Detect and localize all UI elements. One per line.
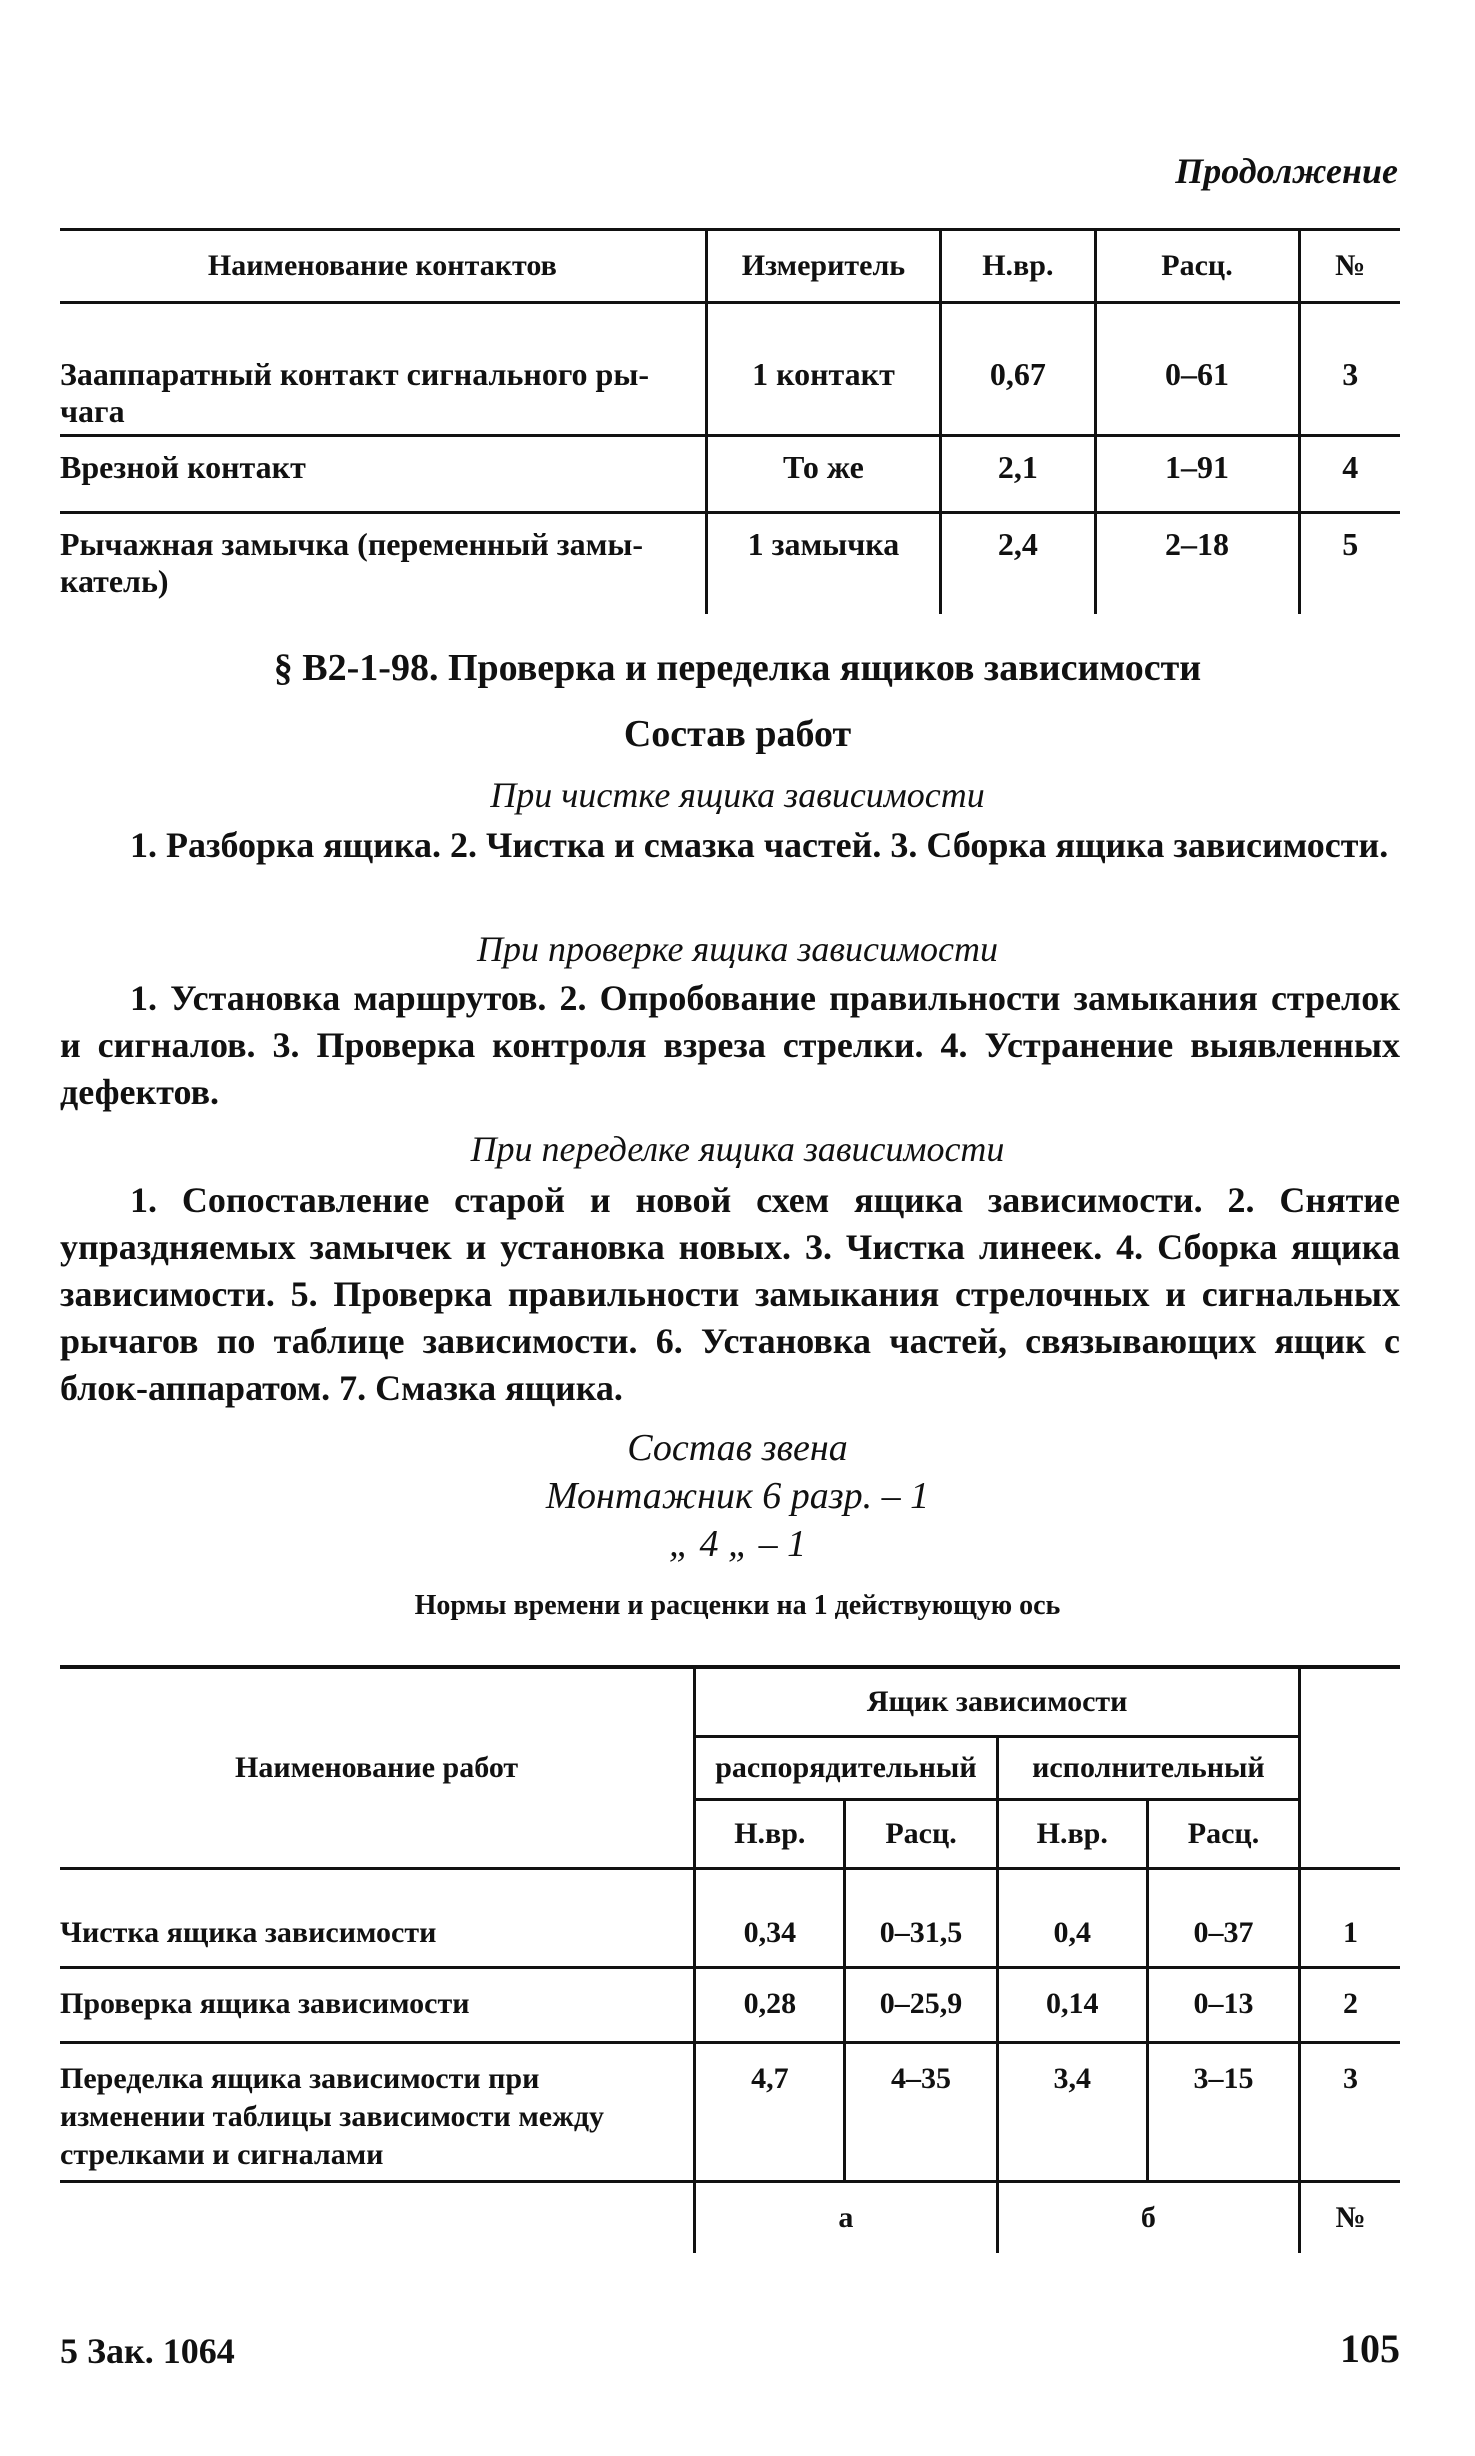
row-rate: 2–18 (1095, 513, 1299, 615)
column-header: Расц. (1147, 1800, 1299, 1869)
table-row (60, 1869, 1400, 1968)
row-a-rate: 0–31,5 (845, 1869, 997, 1968)
row-unit: 1 замычка (706, 513, 940, 615)
row-name: Рычажная замычка (переменный замыкатель) (60, 513, 706, 615)
row-rate: 1–91 (1095, 436, 1299, 513)
row-number: 4 (1299, 436, 1400, 513)
table-header-row (60, 230, 1400, 303)
column-header: Расц. (1095, 230, 1299, 303)
row-name: Зааппаратный контакт сигнального рычага (60, 356, 649, 429)
table-header-row (60, 1667, 1400, 1737)
row-unit: То же (706, 436, 940, 513)
subheading-checking: При проверке ящика зависимости (477, 929, 998, 969)
footer-column-b: б (997, 2182, 1299, 2254)
row-name: Чистка ящика зависимости (60, 1916, 437, 1949)
subheader-b: исполнительный (997, 1737, 1299, 1800)
continuation-label: Продолжение (1175, 151, 1398, 191)
row-a-norm: 0,28 (695, 1968, 845, 2043)
paragraph-rework: 1. Сопоставление старой и новой схем ящика зависимости. 2. Снятие упраздняемых замычек и установка новых. 3. Чистка линеек. 4. Сборка ящика зависимости. 5. Проверка правильности замыкания стрелочных и сигнальных рычагов по таблице зависимости. 6. Установка частей, связывающих ящик с блок-аппаратом. 7. Смазка ящика. (60, 1180, 1400, 1408)
row-norm: 2,4 (941, 513, 1095, 615)
row-b-rate: 0–37 (1147, 1869, 1299, 1968)
table-row (60, 436, 1400, 513)
section-title: § В2-1-98. Проверка и переделка ящиков зависимости (273, 647, 1202, 689)
column-header: Расц. (845, 1800, 997, 1869)
row-norm: 0,67 (941, 344, 1095, 436)
column-header: Н.вр. (997, 1800, 1147, 1869)
subheader-a: распорядительный (695, 1737, 997, 1800)
paragraph-cleaning: 1. Разборка ящика. 2. Чистка и смазка частей. 3. Сборка ящика зависимости. (130, 825, 1389, 865)
row-name: Врезной контакт (60, 436, 706, 513)
column-header: № (1299, 230, 1400, 303)
row-number: 3 (1299, 344, 1400, 436)
paragraph-checking: 1. Установка маршрутов. 2. Опробование правильности замыкания стрелок и сигналов. 3. Проверка контроля взреза стрелки. 4. Устранение выявленных дефектов. (60, 978, 1400, 1112)
row-rate: 0–61 (1095, 344, 1299, 436)
column-header: Н.вр. (941, 230, 1095, 303)
row-b-norm: 0,4 (997, 1869, 1147, 1968)
column-header: Измеритель (706, 230, 940, 303)
row-b-rate: 3–15 (1147, 2043, 1299, 2182)
subheading-cleaning: При чистке ящика зависимости (490, 775, 985, 815)
footer-number: № (1300, 2182, 1400, 2254)
subheading-rework: При переделке ящика зависимости (470, 1129, 1005, 1169)
row-b-norm: 0,14 (997, 1968, 1147, 2043)
row-a-rate: 0–25,9 (845, 1968, 997, 2043)
column-header: Наименование контактов (60, 230, 706, 303)
number-header-empty (1300, 1667, 1400, 1869)
table-row (60, 1968, 1400, 2043)
work-composition-title: Состав работ (623, 713, 852, 755)
row-number: 5 (1299, 513, 1400, 615)
row-number: 3 (1300, 2043, 1400, 2182)
row-name: Переделка ящика зависимости при изменении таблицы зависимости между стрелками и сигналами (60, 2043, 695, 2182)
column-header: Н.вр. (695, 1800, 845, 1869)
crew-title: Состав звена (627, 1427, 848, 1469)
norms-caption: Нормы времени и расценки на 1 действующую ось (414, 1590, 1061, 1621)
column-header: Наименование работ (60, 1667, 695, 1869)
table-row (60, 513, 1400, 615)
row-b-rate: 0–13 (1147, 1968, 1299, 2043)
footer-column-a: а (695, 2182, 997, 2254)
table-footer-row (60, 2182, 1400, 2254)
contacts-table (60, 228, 1400, 614)
crew-line-1: Монтажник 6 разр. – 1 (545, 1475, 930, 1517)
row-b-norm: 3,4 (997, 2043, 1147, 2182)
table-spacer-row (60, 303, 1400, 345)
row-a-norm: 0,34 (695, 1869, 845, 1968)
crew-line-2: „ 4 „ – 1 (668, 1523, 807, 1565)
row-name: Проверка ящика зависимости (60, 1968, 695, 2043)
page-number: 105 (1340, 2326, 1400, 2371)
norms-table (60, 1665, 1400, 2253)
footer-empty (60, 2182, 695, 2254)
table-row (60, 2043, 1400, 2182)
row-norm: 2,1 (941, 436, 1095, 513)
table-row (60, 344, 1400, 436)
row-number: 2 (1300, 1968, 1400, 2043)
row-a-rate: 4–35 (845, 2043, 997, 2182)
group-header: Ящик зависимости (695, 1667, 1300, 1737)
row-unit: 1 контакт (706, 344, 940, 436)
order-number: 5 Зак. 1064 (60, 2331, 235, 2371)
row-a-norm: 4,7 (695, 2043, 845, 2182)
row-number: 1 (1300, 1869, 1400, 1968)
